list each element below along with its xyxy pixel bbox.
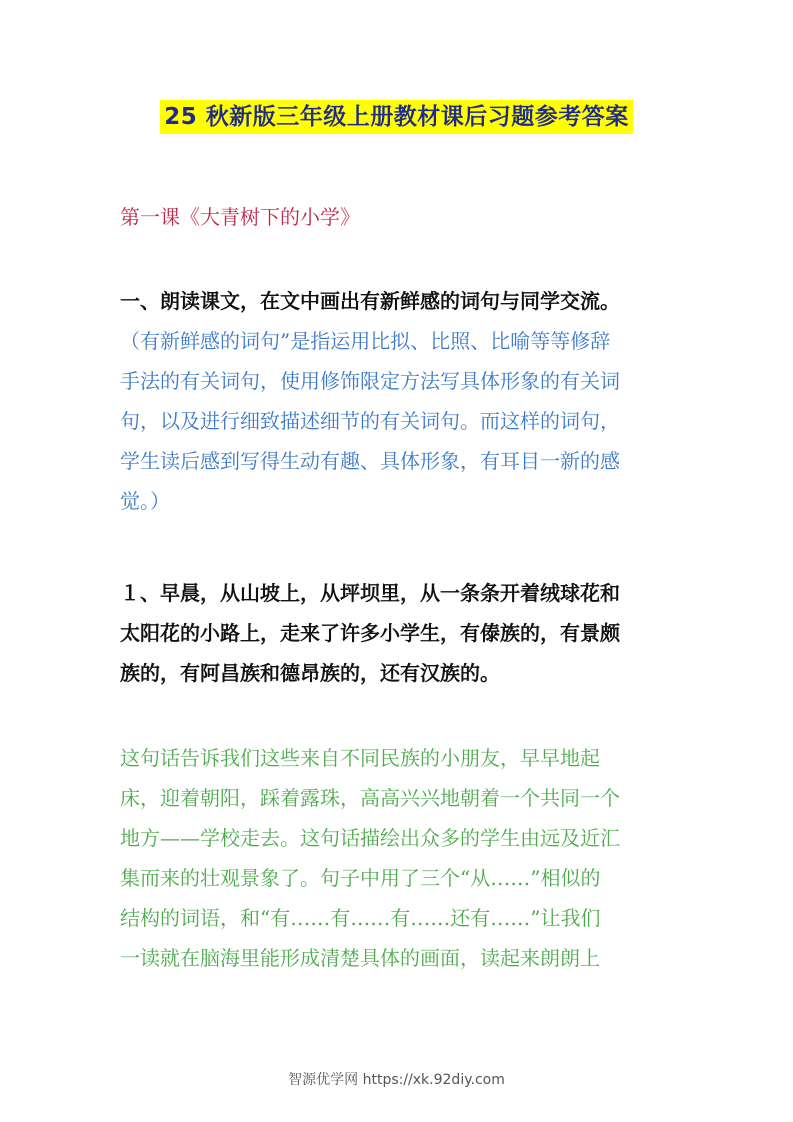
note-line: 觉。） — [120, 489, 170, 513]
page-title: 25 秋新版三年级上册教材课后习题参考答案 — [160, 100, 633, 134]
example-sentence — [120, 573, 680, 693]
title-container — [0, 100, 793, 134]
note-line: 句，以及进行细致描述细节的有关词句。而这样的词句， — [120, 409, 620, 433]
answer-note — [120, 321, 680, 521]
analysis-line: 集而来的壮观景象了。句子中用了三个“从……”相似的 — [120, 866, 601, 890]
quote-line: 族的，有阿昌族和德昂族的，还有汉族的。 — [120, 661, 500, 685]
quote-line: 太阳花的小路上，走来了许多小学生，有傣族的，有景颇 — [120, 621, 620, 645]
note-line: （有新鲜感的词句”是指运用比拟、比照、比喻等等修辞 — [120, 329, 611, 353]
page-footer: 智源优学网 https://xk.92diy.com — [288, 1072, 505, 1088]
lesson-title: 第一课《大青树下的小学》 — [120, 205, 360, 229]
analysis-line: 床，迎着朝阳，踩着露珠，高高兴兴地朝着一个共同一个 — [120, 786, 620, 810]
analysis-line: 这句话告诉我们这些来自不同民族的小朋友，早早地起 — [120, 746, 600, 770]
note-line: 手法的有关词句，使用修饰限定方法写具体形象的有关词 — [120, 369, 620, 393]
question-1: 一、朗读课文，在文中画出有新鲜感的词句与同学交流。 — [120, 289, 620, 313]
analysis-line: 地方——学校走去。这句话描绘出众多的学生由远及近汇 — [120, 826, 620, 850]
analysis-line: 结构的词语，和“有……有……有……还有……”让我们 — [120, 906, 601, 930]
note-line: 学生读后感到写得生动有趣、具体形象，有耳目一新的感 — [120, 449, 620, 473]
sentence-analysis — [120, 738, 680, 978]
analysis-line: 一读就在脑海里能形成清楚具体的画面，读起来朗朗上 — [120, 946, 600, 970]
quote-line: １、早晨，从山坡上，从坪坝里，从一条条开着绒球花和 — [120, 581, 620, 605]
